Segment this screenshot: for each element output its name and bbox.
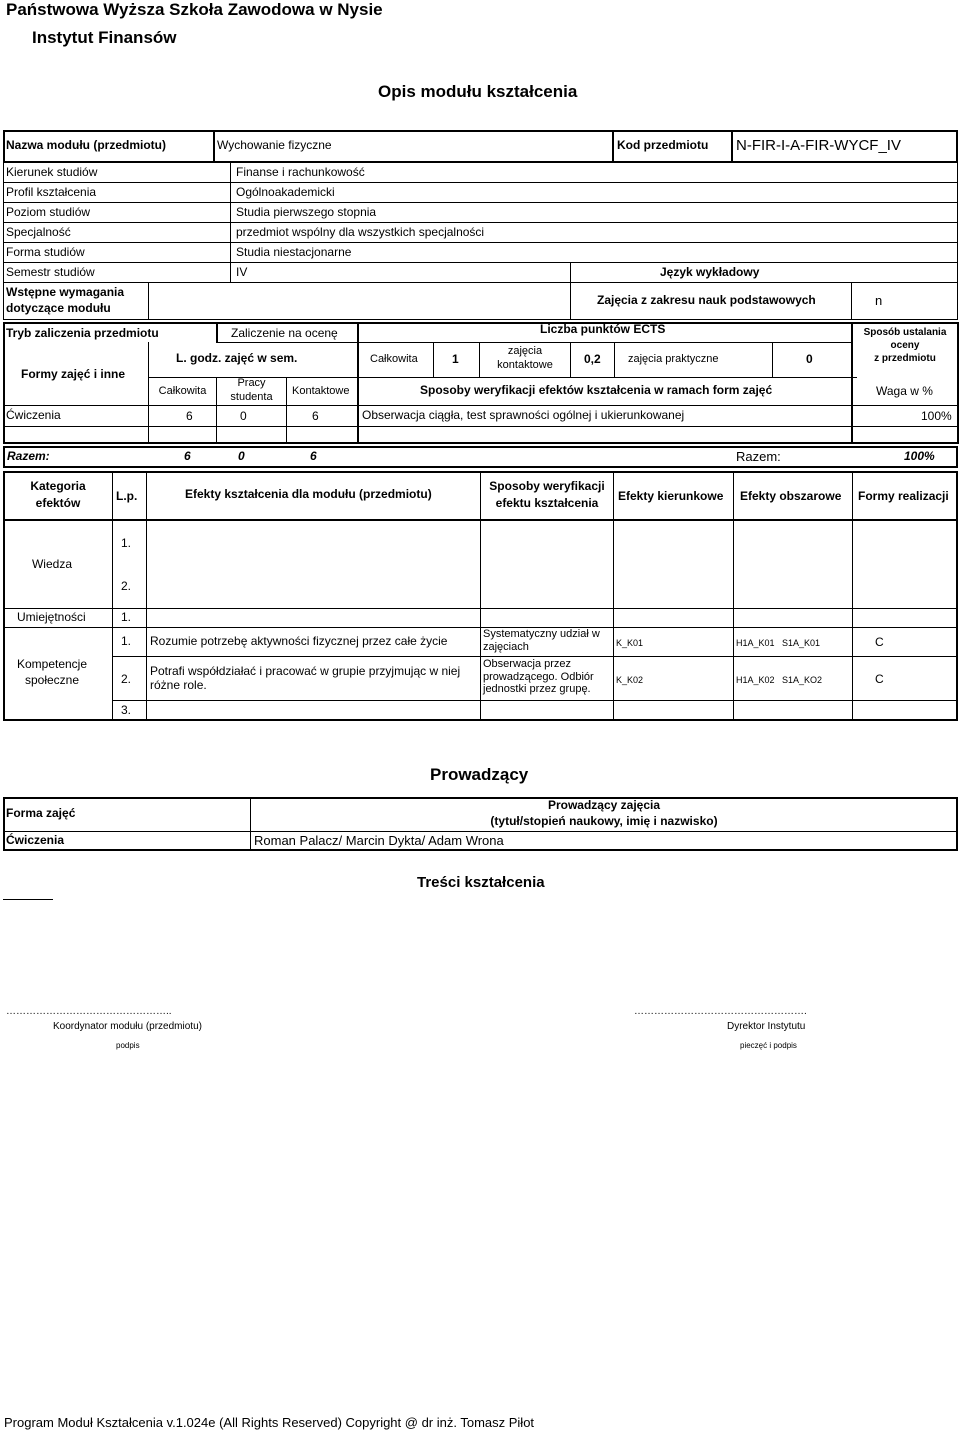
sum-total: 6 [184,449,191,463]
competence-area-outcome: H1A_K01 S1A_K01 [736,638,821,648]
practical-label: zajęcia praktyczne [628,353,719,365]
doc-title: Opis modułu kształcenia [378,82,578,101]
coordinator-signature-line: ………………………………………….. [6,1006,172,1017]
lecturer-header-1: Prowadzący zajęcia [547,798,661,812]
school-name: Państwowa Wyższa Szkoła Zawodowa w Nysie [6,0,383,19]
director-role: Dyrektor Instytutu [727,1021,806,1032]
competence-verification: Systematyczny udział w zajęciach [483,628,600,653]
weight-header: Waga w % [876,384,933,398]
competences-label-2: społeczne [24,673,80,687]
forms-label: Formy zajęć i inne [21,367,126,381]
ects-practical-value: 0 [806,352,813,366]
grading-label-2: oceny [890,340,920,351]
contact-label-1: zajęcia [507,345,543,357]
lecturer-header-2: (tytuł/stopień naukowy, imię i nazwisko) [490,814,718,828]
class-form-header: Forma zajęć [6,806,76,820]
hours-total-cell: 6 [186,409,193,423]
col-student-header-1: Pracy [237,377,266,389]
competence-field-outcome: K_K02 [616,675,644,685]
ects-contact-value: 0,2 [584,352,601,366]
competence-area-outcome: H1A_K02 S1A_KO2 [736,675,823,685]
competence-verification: Obserwacja przez prowadzącego. Odbiór jednostki przez grupę. [483,658,594,696]
outcomes-header: Efekty kształcenia dla modułu (przedmiotu) [185,487,432,501]
grading-label-3: z przedmiotu [874,353,936,364]
hours-label: L. godz. zajęć w sem. [176,351,298,365]
weight-cell: 100% [921,409,952,423]
category-header-1: Kategoria [30,479,86,493]
coordinator-role: Koordynator modułu (przedmiotu) [53,1021,202,1032]
content-title: Treści kształcenia [417,874,545,891]
ects-total-value: 1 [452,352,459,366]
competence-form: C [875,672,884,686]
col-student-header-2: studenta [230,391,273,403]
knowledge-no-2: 2. [121,579,132,593]
sum-label: Razem: [7,449,50,463]
director-signature-line: ……………………………………………. [634,1006,807,1017]
knowledge-no-1: 1. [121,536,132,550]
field-of-study-value: Finanse i rachunkowość [236,165,365,179]
institute-name: Instytut Finansów [32,28,177,47]
profile-label: Profil kształcenia [6,185,97,199]
module-name-label: Nazwa modułu (przedmiotu) [6,138,166,152]
col-total-header: Całkowita [158,385,207,397]
lecturer-class-form: Ćwiczenia [6,833,65,847]
module-code-value: N-FIR-I-A-FIR-WYCF_IV [736,137,901,154]
assessment-mode-value: Zaliczenie na ocenę [231,326,338,340]
field-outcomes-header: Efekty kierunkowe [618,489,724,503]
sum-weight: 100% [904,449,935,463]
assessment-mode-label: Tryb zaliczenia przedmiotu [6,326,159,340]
hours-student-cell: 0 [240,409,247,423]
sum-student: 0 [238,449,245,463]
skills-no-1: 1. [121,610,132,624]
skills-label: Umiejętności [17,610,86,624]
coordinator-note: podpis [116,1041,140,1050]
competence-text: Rozumie potrzebę aktywności fizycznej przez całe życie [150,634,448,648]
module-name-value: Wychowanie fizyczne [217,138,332,152]
field-of-study-label: Kierunek studiów [6,165,98,179]
verification-header: Sposoby weryfikacji efektów kształcenia w ramach form zajęć [420,383,773,397]
language-label: Język wykładowy [660,265,760,279]
realization-forms-header: Formy realizacji [858,489,949,503]
competence-text: Potrafi współdziałać i pracować w grupie przyjmując w niej różne role. [150,664,461,692]
module-code-label: Kod przedmiotu [617,138,709,152]
competence-no: 2. [121,672,132,686]
category-header-2: efektów [35,496,81,510]
specialty-label: Specjalność [6,225,71,239]
contact-label-2: kontaktowe [497,359,553,371]
content-underline [3,899,53,900]
hours-contact-cell: 6 [312,409,319,423]
ects-label: Liczba punktów ECTS [540,322,666,336]
grading-label-1: Sposób ustalania [863,327,947,338]
profile-value: Ogólnoakademicki [236,185,335,199]
semester-value: IV [236,265,248,279]
basic-sciences-value: n [875,293,883,308]
level-label: Poziom studiów [6,205,91,219]
area-outcomes-header: Efekty obszarowe [740,489,842,503]
verify-header-2: efektu kształcenia [495,496,599,510]
level-value: Studia pierwszego stopnia [236,205,377,219]
director-note: pieczęć i podpis [740,1041,797,1050]
competence-form: C [875,635,884,649]
col-contact-header: Kontaktowe [292,385,350,397]
prerequisites-label-1: Wstępne wymagania [6,285,125,299]
study-form-label: Forma studiów [6,245,85,259]
specialty-value: przedmiot wspólny dla wszystkich specjalności [236,225,485,239]
competence-no-3: 3. [121,703,132,717]
lp-header: L.p. [116,489,138,503]
semester-label: Semestr studiów [6,265,95,279]
sum-row-frame [3,446,958,468]
competence-no: 1. [121,634,132,648]
lecturers-title: Prowadzący [430,765,529,784]
knowledge-label: Wiedza [31,557,72,571]
class-form-cell: Ćwiczenia [6,408,61,422]
competences-label-1: Kompetencje [16,657,88,671]
ects-total-label: Całkowita [370,353,418,365]
lecturer-names: Roman Palacz/ Marcin Dykta/ Adam Wrona [254,833,504,848]
competence-field-outcome: K_K01 [616,638,644,648]
footer-copyright: Program Moduł Kształcenia v.1.024e (All Rights Reserved) Copyright @ dr inż. Tomasz Piłot [4,1415,535,1430]
verification-method-cell: Obserwacja ciągła, test sprawności ogólnej i ukierunkowanej [362,408,685,422]
study-form-value: Studia niestacjonarne [236,245,352,259]
basic-sciences-label: Zajęcia z zakresu nauk podstawowych [597,293,816,307]
verify-header-1: Sposoby weryfikacji [489,479,605,493]
prerequisites-label-2: dotyczące modułu [6,301,111,315]
sum-label-right: Razem: [736,449,781,464]
sum-contact: 6 [310,449,317,463]
